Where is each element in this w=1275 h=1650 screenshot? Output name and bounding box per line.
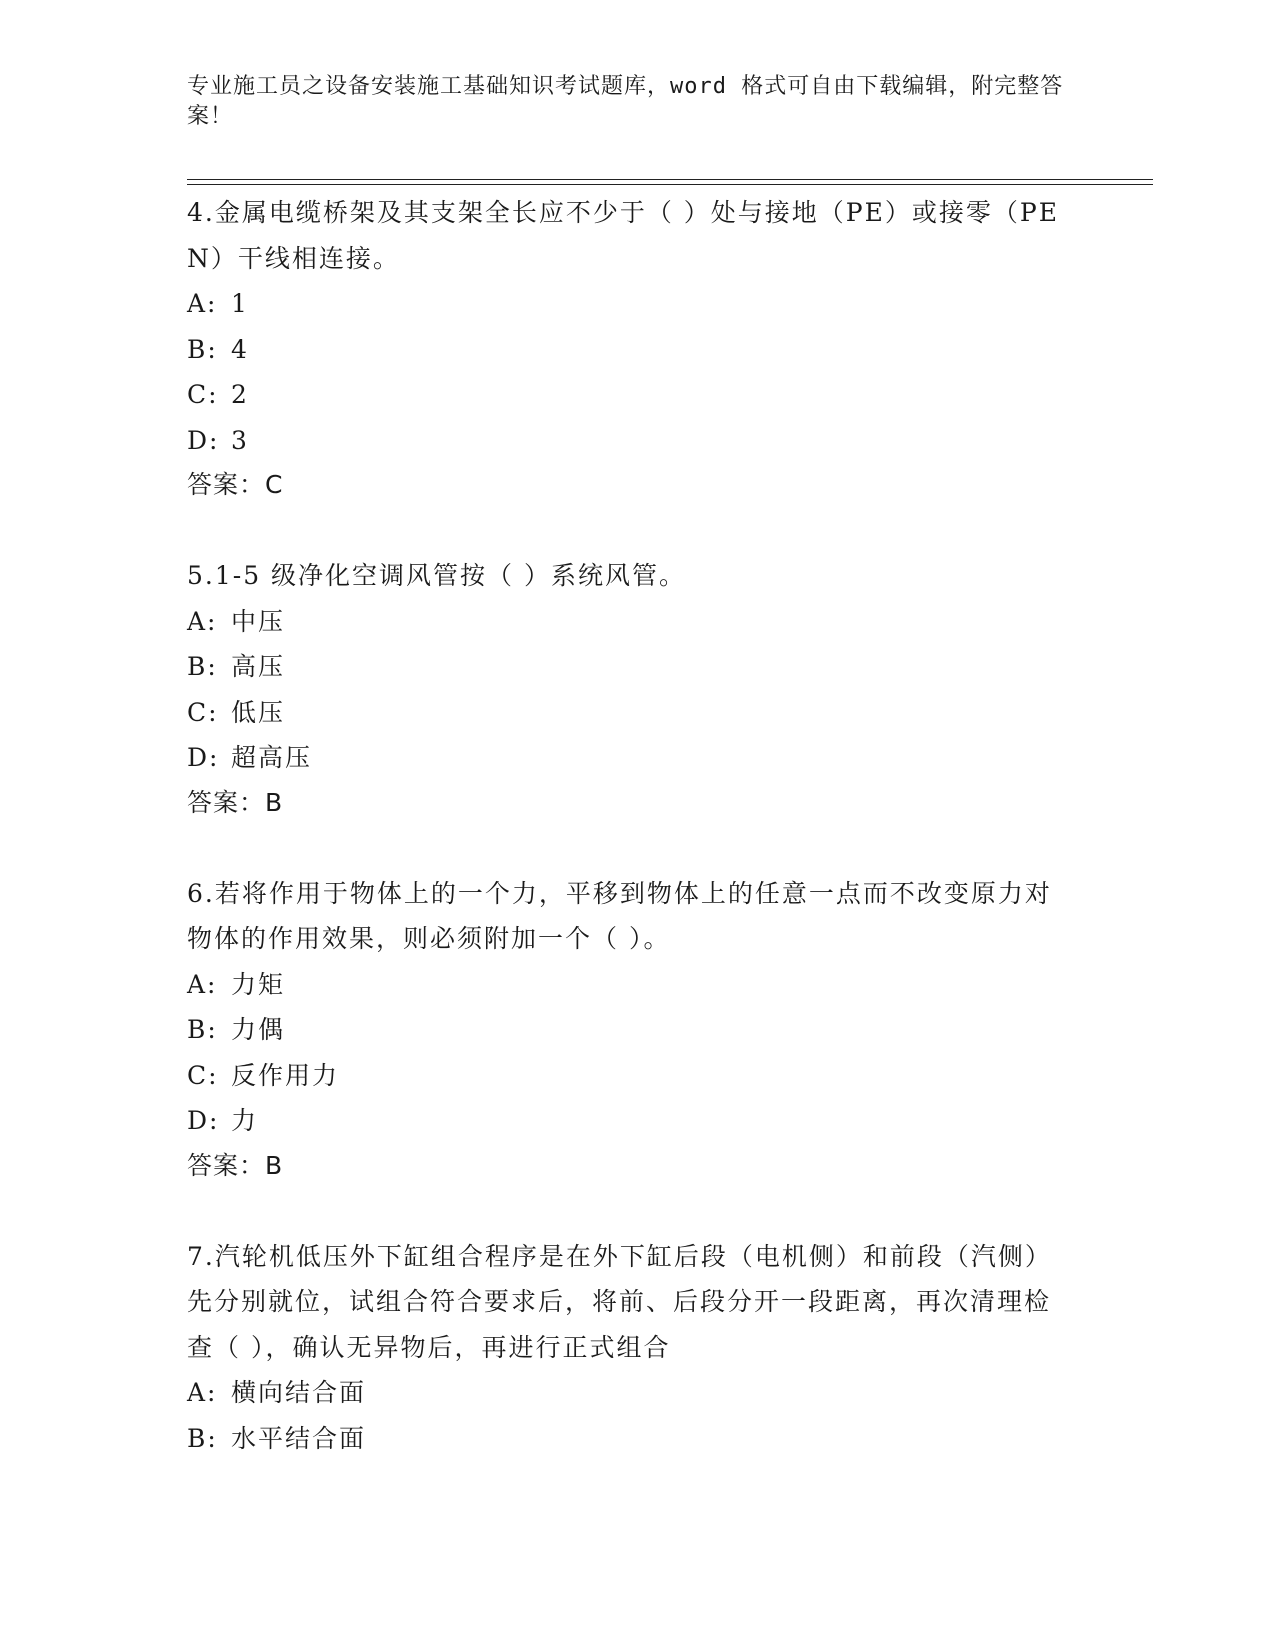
option-label: B:: [187, 1015, 218, 1044]
question-stem: 6.若将作用于物体上的一个力，平移到物体上的任意一点而不改变原力对物体的作用效果，则必须附加一个（ ）。: [187, 878, 1052, 953]
option-c: [187, 372, 1087, 418]
option-text: 中压: [231, 606, 286, 636]
option-a: [187, 1370, 1087, 1416]
option-text: 反作用力: [231, 1060, 340, 1090]
option-c: [187, 690, 1087, 736]
option-text: 横向结合面: [231, 1378, 367, 1407]
question-spacer: [187, 1188, 1087, 1234]
option-label: B:: [187, 1423, 218, 1453]
option-label: C:: [187, 1060, 219, 1090]
question-spacer: [187, 825, 1087, 871]
option-label: B:: [187, 652, 218, 681]
option-label: C:: [187, 380, 219, 409]
question-list: [187, 190, 1087, 1461]
option-text: 超高压: [231, 743, 313, 772]
question-item: [187, 553, 1087, 825]
option-text: 力偶: [231, 1015, 286, 1044]
option-a: [187, 281, 1087, 327]
question-stem: 5.1-5 级净化空调风管按（ ）系统风管。: [187, 561, 687, 590]
question-stem: 7.汽轮机低压外下缸组合程序是在外下缸后段（电机侧）和前段（汽侧）先分别就位，试组合符合要求后，将前、后段分开一段距离，再次清理检查（ ），确认无异物后，再进行正式组合: [187, 1241, 1052, 1362]
option-text: 3: [231, 425, 249, 455]
option-label: D:: [187, 425, 220, 455]
option-text: 高压: [231, 652, 286, 681]
option-text: 4: [231, 334, 249, 364]
option-a: [187, 962, 1087, 1008]
option-b: [187, 644, 1087, 690]
answer-line: 答案：B: [187, 1150, 284, 1180]
option-text: 力矩: [231, 969, 286, 999]
option-label: A:: [187, 969, 218, 999]
option-text: 低压: [231, 697, 286, 727]
option-label: D:: [187, 1106, 220, 1135]
option-label: D:: [187, 743, 220, 772]
option-label: A:: [187, 1378, 218, 1407]
option-text: 1: [231, 289, 249, 318]
option-label: A:: [187, 606, 218, 636]
option-d: [187, 735, 1087, 781]
option-b: [187, 1416, 1087, 1462]
question-spacer: [187, 507, 1087, 553]
option-text: 水平结合面: [231, 1423, 367, 1453]
option-label: A:: [187, 289, 218, 318]
header-divider: [187, 179, 1153, 185]
option-text: 2: [231, 380, 249, 409]
option-text: 力: [231, 1106, 259, 1135]
document-header: 专业施工员之设备安装施工基础知识考试题库，word 格式可自由下载编辑，附完整答案！: [187, 74, 1064, 129]
answer-line: 答案：B: [187, 787, 284, 817]
option-d: [187, 1098, 1087, 1144]
question-item: [187, 1234, 1087, 1462]
option-label: C:: [187, 697, 219, 727]
option-b: [187, 327, 1087, 373]
option-b: [187, 1007, 1087, 1053]
answer-line: 答案：C: [187, 470, 284, 499]
question-item: [187, 190, 1087, 507]
document-page: [187, 0, 1153, 1650]
option-c: [187, 1053, 1087, 1099]
option-d: [187, 418, 1087, 464]
option-a: [187, 599, 1087, 645]
question-item: [187, 871, 1087, 1188]
question-stem: 4.金属电缆桥架及其支架全长应不少于（ ）处与接地（PE）或接零（PEN）干线相连接。: [187, 198, 1059, 273]
option-label: B:: [187, 334, 218, 364]
